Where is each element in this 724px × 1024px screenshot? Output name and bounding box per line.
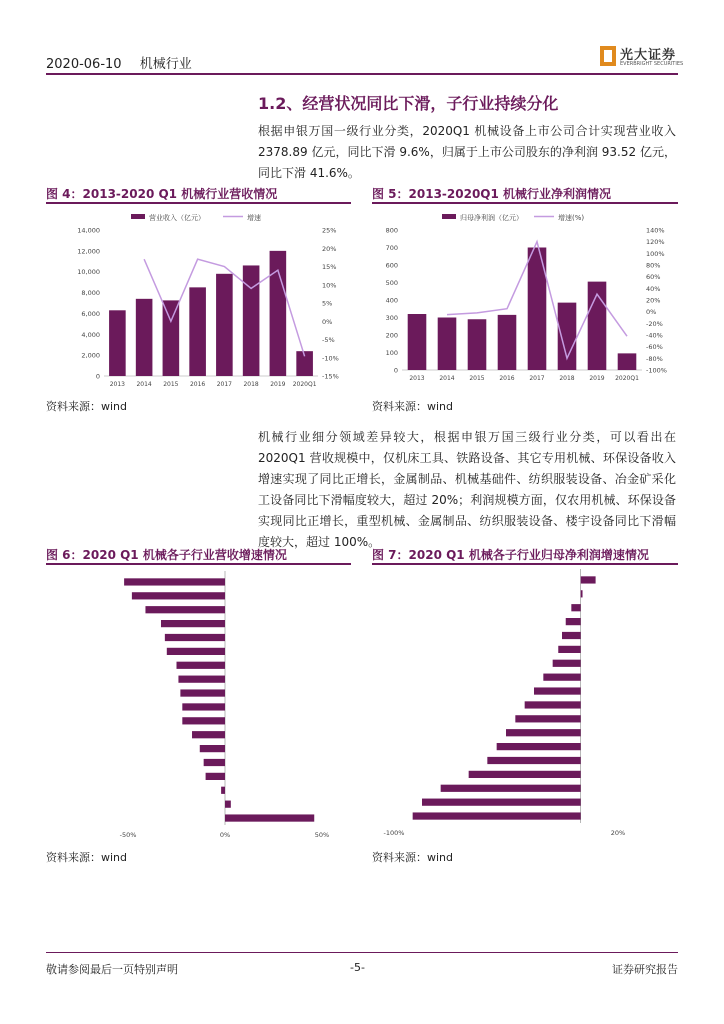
bar	[438, 318, 457, 371]
x-tick-label: 2013	[109, 381, 126, 388]
bar	[558, 646, 580, 653]
bar	[221, 787, 225, 794]
bar	[562, 632, 581, 639]
y-left-tick-label: 14,000	[77, 226, 100, 235]
x-tick-label: 2013	[409, 375, 425, 382]
bar	[182, 703, 225, 710]
bar	[581, 576, 596, 583]
bar	[469, 771, 581, 778]
y-right-tick-label: 20%	[646, 296, 661, 305]
fig5-chart	[372, 206, 678, 390]
y-left-tick-label: 600	[385, 261, 398, 270]
bar	[618, 353, 637, 370]
y-right-tick-label: -80%	[646, 354, 663, 363]
bar	[132, 592, 225, 599]
bar	[225, 801, 231, 808]
bar	[515, 715, 580, 722]
bar	[161, 620, 225, 627]
report-industry: 机械行业	[139, 57, 192, 72]
x-tick-label: 2015	[469, 375, 485, 382]
fig6-rule	[46, 563, 351, 565]
footer-disclaimer: 敬请参阅最后一页特别声明	[46, 963, 178, 976]
y-right-tick-label: 15%	[322, 263, 337, 271]
y-right-tick-label: 140%	[646, 226, 665, 235]
bar	[225, 814, 314, 821]
y-left-tick-label: 2,000	[81, 351, 100, 360]
y-right-tick-label: 10%	[322, 281, 337, 290]
fig4-title: 图 4：2013-2020 Q1 机械行业营收情况	[46, 187, 278, 201]
y-right-tick-label: 0%	[646, 308, 657, 317]
bar	[216, 274, 233, 376]
report-date: 2020-06-10	[46, 57, 122, 72]
bar	[543, 674, 580, 681]
y-left-tick-label: 100	[385, 349, 398, 357]
bar	[163, 300, 180, 376]
x-tick-label: 2016	[189, 381, 206, 388]
bar	[413, 812, 581, 819]
bar	[206, 773, 225, 780]
fig4-source: 资料来源：wind	[46, 400, 128, 413]
fig5-source: 资料来源：wind	[372, 400, 454, 413]
y-right-tick-label: -40%	[646, 331, 663, 340]
bar	[498, 315, 517, 370]
x-tick-label: 2019	[270, 381, 286, 388]
bar	[136, 299, 153, 376]
y-left-tick-label: 800	[385, 226, 398, 235]
legend-label-bar: 营业收入（亿元）	[149, 214, 205, 222]
y-left-tick-label: 12,000	[77, 247, 100, 256]
paragraph-1: 根据申银万国一级行业分类，2020Q1 机械设备上市公司合计实现营业收入 2378.89 亿元，同比下滑 9.6%，归属于上市公司股东的净利润 93.52 亿元，同比下滑 41.6%。	[258, 124, 676, 180]
x-tick-label: 2020Q1	[292, 381, 317, 388]
bar	[165, 634, 225, 641]
x-tick-label: 20%	[610, 829, 626, 837]
bar	[581, 590, 583, 597]
bar	[182, 717, 225, 724]
report-header	[46, 53, 206, 72]
x-tick-label: 2017	[216, 381, 233, 388]
y-left-tick-label: 10,000	[77, 268, 100, 277]
y-right-tick-label: 120%	[646, 238, 665, 247]
y-left-tick-label: 8,000	[81, 289, 100, 298]
y-left-tick-label: 0	[95, 372, 100, 381]
bar	[200, 745, 225, 752]
header-divider	[46, 73, 678, 75]
fig5-title: 图 5：2013-2020Q1 机械行业净利润情况	[372, 187, 612, 201]
y-right-tick-label: 100%	[646, 249, 665, 258]
x-tick-label: -50%	[119, 831, 137, 839]
y-right-tick-label: -10%	[322, 354, 339, 363]
y-left-tick-label: 500	[385, 279, 398, 287]
y-right-tick-label: -60%	[646, 343, 663, 352]
bar	[553, 660, 581, 667]
x-tick-label: 2018	[243, 381, 259, 388]
bar	[408, 314, 427, 370]
x-tick-label: 2014	[136, 381, 152, 388]
bar	[109, 310, 126, 376]
y-right-tick-label: 40%	[646, 284, 661, 293]
y-right-tick-label: 60%	[646, 273, 661, 282]
legend-label-line: 增速	[247, 214, 261, 222]
fig6-source: 资料来源：wind	[46, 851, 128, 864]
x-tick-label: 2018	[559, 375, 575, 382]
x-tick-label: 2020Q1	[615, 375, 639, 382]
fig4-rule	[46, 202, 351, 204]
y-left-tick-label: 300	[385, 314, 398, 322]
y-right-tick-label: -100%	[646, 366, 667, 375]
x-tick-label: 2016	[499, 375, 515, 382]
bar	[204, 759, 225, 766]
footer-report-type: 证券研究报告	[612, 963, 678, 976]
x-tick-label: 2014	[439, 375, 455, 382]
fig5-rule	[372, 202, 678, 204]
y-left-tick-label: 400	[385, 296, 398, 305]
bar	[167, 648, 225, 655]
y-left-tick-label: 200	[385, 331, 398, 340]
bar	[566, 618, 581, 625]
logo-text: 光大证券	[620, 48, 677, 63]
x-tick-label: -100%	[383, 829, 405, 837]
bar	[192, 731, 225, 738]
bar	[177, 662, 226, 669]
legend-label-line: 增速(%)	[558, 214, 585, 222]
x-tick-label: 2017	[529, 375, 545, 382]
bar	[441, 785, 581, 792]
bar	[497, 743, 581, 750]
bar	[124, 578, 225, 585]
bar	[145, 606, 225, 613]
y-right-tick-label: 80%	[646, 261, 661, 270]
bar	[180, 689, 225, 696]
fig7-source: 资料来源：wind	[372, 851, 454, 864]
y-right-tick-label: 5%	[322, 299, 333, 308]
y-left-tick-label: 6,000	[81, 309, 100, 318]
section-title: 1.2、经营状况同比下滑，子行业持续分化	[258, 94, 559, 113]
y-right-tick-label: 25%	[322, 226, 337, 235]
y-right-tick-label: -15%	[322, 372, 339, 381]
legend-swatch-bar	[442, 214, 456, 219]
bar	[189, 287, 206, 376]
x-tick-label: 2015	[163, 381, 179, 388]
y-right-tick-label: 0%	[322, 317, 333, 326]
bar	[534, 687, 581, 694]
fig7-rule	[372, 563, 678, 565]
paragraph-2: 机械行业细分领域差异较大，根据申银万国三级行业分类，可以看出在 2020Q1 营收规模中，仅机床工具、铁路设备、其它专用机械、环保设备收入增速实现了同比正增长，金属制品、机械基础件、纺织服装设备、冶金矿采化工设备同比下滑幅度较大，超过 20%；利润规模方面，仅农用机械、环保设备实现同比正增长，重型机械、金属制品、纺织服装设备、楼宇设备同比下滑幅度较大，超过 100%。	[258, 430, 676, 549]
bar	[178, 676, 225, 683]
fig4-chart	[46, 206, 356, 390]
x-tick-label: 0%	[219, 831, 231, 839]
fig6-chart	[46, 567, 352, 843]
bar	[571, 604, 580, 611]
y-right-tick-label: -5%	[322, 336, 335, 344]
bar	[487, 757, 580, 764]
page-number: -5-	[350, 961, 365, 974]
y-left-tick-label: 4,000	[81, 330, 100, 339]
footer-divider	[46, 952, 678, 953]
x-tick-label: 2019	[589, 375, 605, 382]
y-right-tick-label: 20%	[322, 244, 337, 253]
company-logo	[600, 44, 684, 70]
fig7-title: 图 7：2020 Q1 机械各子行业归母净利润增速情况	[372, 548, 649, 562]
bar	[243, 265, 260, 376]
fig7-chart	[372, 567, 678, 843]
bar	[506, 729, 581, 736]
bar	[525, 701, 581, 708]
bar	[422, 799, 581, 806]
x-tick-label: 50%	[314, 831, 330, 839]
fig6-title: 图 6：2020 Q1 机械各子行业营收增速情况	[46, 548, 287, 562]
y-left-tick-label: 700	[385, 244, 398, 252]
logo-subtext: EVERBRIGHT SECURITIES	[620, 61, 684, 67]
y-right-tick-label: -20%	[646, 319, 663, 328]
logo-icon	[600, 46, 616, 66]
legend-swatch-bar	[131, 214, 145, 219]
y-left-tick-label: 0	[393, 366, 398, 375]
bar	[468, 319, 487, 370]
legend-label-bar: 归母净利润（亿元）	[460, 214, 523, 222]
